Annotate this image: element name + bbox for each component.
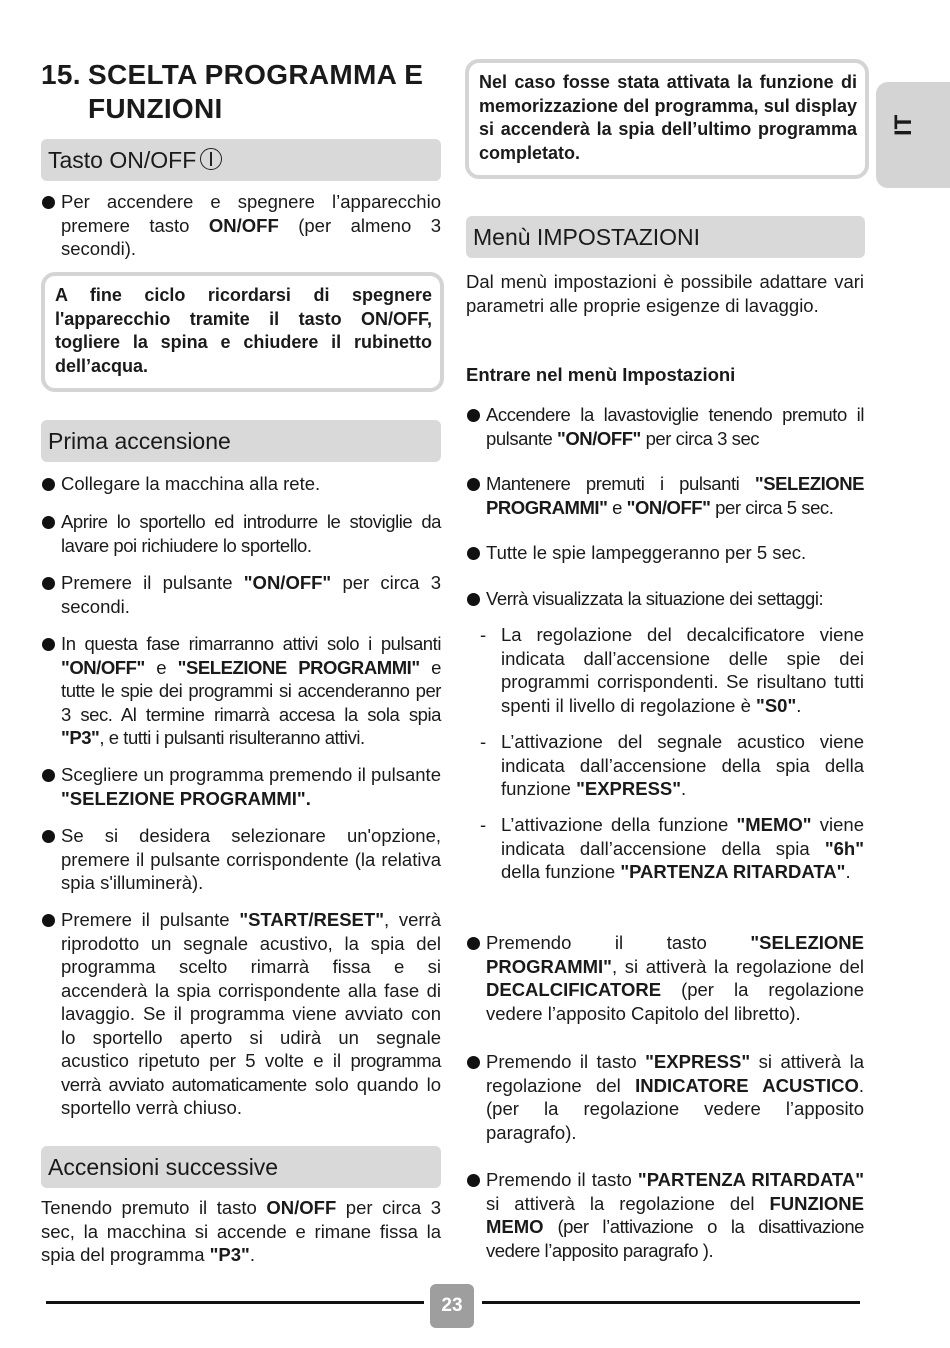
text-strong: "ON/OFF" [557, 427, 641, 449]
list-item [466, 403, 864, 450]
text-segment: Tutte le spie lampeggeranno per 5 sec. [486, 542, 807, 563]
list-item [466, 472, 864, 519]
text-segment: Se si desidera selezionare un'opzione, premere il pulsante corrispondente (la relativa spia s'illuminerà). [61, 825, 441, 893]
text-segment: Tenendo premuto il tasto [41, 1197, 267, 1218]
text-segment: . [845, 861, 851, 882]
section-title: SCELTA PROGRAMMA E FUNZIONI [88, 59, 424, 124]
text-segment: L’attivazione della funzione [501, 814, 737, 835]
list-item [41, 190, 441, 261]
list-item [41, 472, 441, 496]
text-strong: "ON/OFF" [626, 496, 711, 518]
text-segment: . [796, 694, 802, 716]
text-segment: Aprire lo sportello ed introdurre le stoviglie da lavare poi richiudere lo sportello. [61, 511, 441, 556]
text-strong: INDICATORE ACUSTICO [635, 1074, 859, 1096]
heading-menu-impostazioni [466, 216, 865, 258]
text-strong: "EXPRESS" [576, 778, 682, 799]
heading-accensioni-successive [41, 1146, 441, 1188]
text-segment: si attiverà la regolazione del [486, 1051, 864, 1096]
language-tab [876, 82, 950, 188]
language-tab-label: IT [890, 114, 917, 136]
text-strong: "ON/OFF" [243, 572, 332, 593]
text-segment: Accendere la lavastoviglie tenendo premuto il pulsante [486, 404, 864, 449]
text-strong: "S0" [756, 694, 797, 716]
text-segment: per circa 3 sec [640, 427, 760, 449]
paragraph [41, 1196, 441, 1267]
heading-label: Prima accensione [48, 428, 231, 454]
text-segment: Collegare la macchina alla rete. [61, 473, 321, 494]
text-segment: (per l’attivazione o la disattivazione vedere l’apposito paragrafo ). [486, 1216, 864, 1261]
text-segment: si attiverà la regolazione del [486, 1192, 770, 1214]
text-segment: Premere il pulsante [61, 909, 240, 930]
text-strong: "SELEZIONE PROGRAMMI" [177, 656, 420, 678]
text-strong: ON/OFF [266, 1197, 337, 1218]
footer-rule-left [46, 1301, 424, 1304]
text-strong: "PARTENZA RITARDATA" [637, 1169, 864, 1190]
text-segment: per circa 3 sec, la macchina si accende e rimane fissa la spia del programma [41, 1197, 441, 1265]
text-strong: ON/OFF [208, 214, 279, 236]
list-item [41, 824, 441, 895]
text-strong: "SELEZIONE PROGRAMMI" [486, 932, 864, 977]
heading-label: Accensioni successive [48, 1154, 279, 1180]
paragraph [466, 270, 864, 317]
text-segment: (per almeno 3 secondi). [61, 214, 441, 259]
footer-rule-right [482, 1301, 860, 1304]
text-segment: Per accendere e spegnere l’apparecchio premere tasto [61, 191, 441, 236]
text-segment: , si attiverà la regolazione del [611, 955, 864, 977]
note-box-switch-off [41, 272, 444, 392]
heading-label: Menù IMPOSTAZIONI [473, 224, 701, 250]
list-item [466, 931, 864, 1025]
sub-list-item [466, 730, 864, 801]
text-segment: Premendo il tasto [486, 932, 751, 953]
text-segment: Premendo il tasto [486, 1051, 646, 1072]
list-item [41, 571, 441, 618]
text-segment: Mantenere premuti i pulsanti [486, 473, 755, 494]
list-item [41, 510, 441, 557]
text-segment: per circa 3 secondi. [61, 572, 441, 617]
list-item [41, 632, 441, 750]
text-segment: . [249, 1244, 255, 1265]
heading-prima-accensione [41, 420, 441, 462]
text-strong: "SELEZIONE PROGRAMMI" [486, 473, 864, 518]
text-strong: "SELEZIONE PROGRAMMI". [61, 787, 311, 809]
text-strong: "START/RESET" [239, 909, 384, 930]
list-item [466, 541, 864, 565]
power-icon [200, 148, 222, 170]
text-segment: e [144, 656, 178, 678]
text-segment: , verrà riprodotto un segnale acustivo, la spia del programma scelto rimarrà fissa e si accenderà la spia corrispondente alla fase di lavaggio. Se il programma viene avviato con lo sportello aperto si udirà un segnale acustico ripetuto per 5 volte e il [61, 909, 441, 1071]
text-segment: viene indicata dall’accensione della spia [501, 814, 864, 859]
text-segment: (per la regolazione vedere l’apposito Capitolo del libretto). [486, 979, 864, 1024]
text-segment: , e tutti i pulsanti risulteranno attivi. [99, 727, 365, 748]
note-box-memo [465, 59, 869, 179]
text-segment: L’attivazione del segnale acustico viene indicata dall’accensione della spia della funzione [501, 731, 864, 799]
text-segment: Dal menù impostazioni è possibile adattare vari parametri alle proprie esigenze di lavaggio. [466, 271, 864, 316]
heading-tasto-onoff-label: Tasto ON/OFF [48, 147, 197, 173]
list-item [41, 908, 441, 1120]
text-segment: . [681, 778, 687, 799]
text-segment: . (per la regolazione vedere l’apposito paragrafo). [486, 1074, 865, 1143]
list-item [41, 763, 441, 810]
text-strong: "P3" [61, 727, 100, 748]
list-item [466, 587, 864, 611]
subheading-entrare-menu [466, 364, 864, 386]
note-text: A fine ciclo ricordarsi di spegnere l'apparecchio tramite il tasto ON/OFF, togliere la spina e chiudere il rubinetto dell’acqua. [55, 285, 432, 376]
page-number: 23 [430, 1284, 474, 1328]
text-strong: "P3" [209, 1244, 250, 1265]
text-segment: Premere il pulsante [61, 572, 244, 593]
text-segment: per circa 5 sec. [710, 496, 834, 518]
text-strong: "EXPRESS" [645, 1051, 751, 1072]
text-strong: "PARTENZA RITARDATA" [620, 861, 846, 882]
text-segment: solo quando lo sportello verrà chiuso. [61, 1073, 441, 1118]
text-strong: "6h" [824, 837, 864, 859]
text-strong: "ON/OFF" [61, 656, 145, 678]
text-segment: Premendo il tasto [486, 1169, 638, 1190]
text-strong: DECALCIFICATORE [486, 979, 662, 1000]
subheading-label: Entrare nel menù Impostazioni [466, 364, 736, 385]
text-segment: La regolazione del decalcificatore viene indicata dall’accensione delle spie dei programmi corrispondenti. Se risultano tutti spenti il livello di regolazione è [501, 624, 864, 716]
list-item [466, 1168, 864, 1262]
note-text: Nel caso fosse stata attivata la funzione di memorizzazione del programma, sul display si accenderà la spia dell’ultimo programma completato. [479, 72, 857, 163]
text-segment: e tutte le spie dei programmi si accenderanno per 3 sec. Al termine rimarrà accesa la sola spia [61, 656, 442, 725]
section-number: 15. [41, 59, 81, 90]
sub-list-item [466, 623, 864, 717]
text-segment: In questa fase rimarranno attivi solo i pulsanti [61, 633, 441, 654]
text-strong: "MEMO" [736, 814, 812, 835]
text-segment: e [607, 496, 627, 518]
text-segment: Verrà visualizzata la situazione dei settaggi: [486, 588, 824, 609]
text-strong: FUNZIONE MEMO [486, 1192, 864, 1237]
text-segment: programma verrà avviato automaticamente [61, 1050, 441, 1095]
sub-list-item [466, 813, 864, 884]
text-segment: Scegliere un programma premendo il pulsante [61, 764, 441, 785]
text-segment: della funzione [501, 861, 621, 882]
heading-tasto-onoff [41, 139, 441, 181]
list-item [466, 1050, 864, 1144]
